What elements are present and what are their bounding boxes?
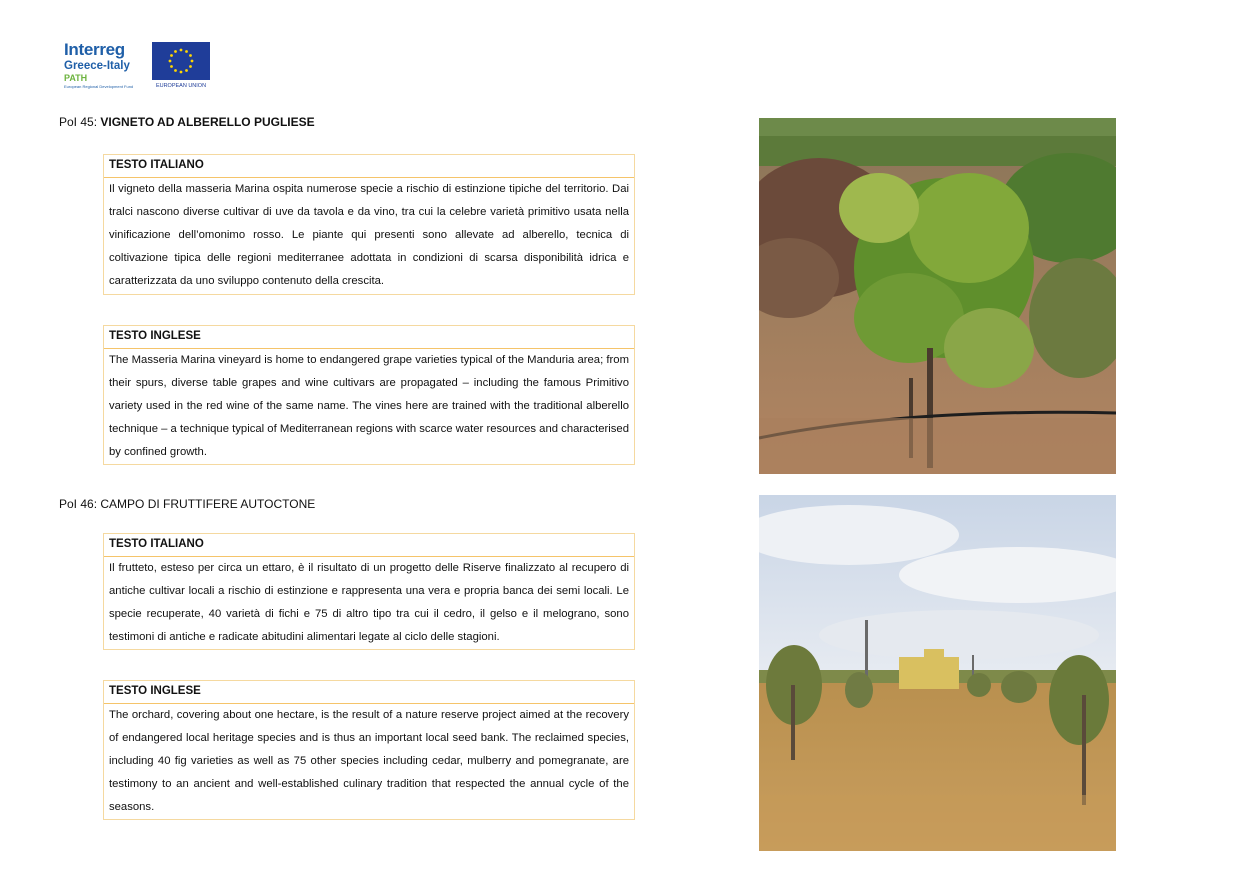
orchard-photo	[759, 495, 1116, 851]
logo-fund: European Regional Development Fund	[64, 84, 134, 89]
logo-eu-label: EUROPEAN UNION	[155, 83, 207, 89]
logo-project: PATH	[64, 73, 88, 83]
poi-45-italian-box	[103, 154, 635, 295]
poi-45-italian-text: Il vigneto della masseria Marina ospita numerose specie a rischio di estinzione tipiche del territorio. Dai tralci nascono diverse cultivar di uve da tavola e da vino, tra cui la celebre varietà primitivo usata nella vinificazione dell’omonimo rosso. Le piante qui presenti sono allevate ad alberello, tecnica di coltivazione tipica delle regioni mediterranee adottata in condizioni di scarsa disponibilità idrica e caratterizzata da uno sviluppo contenuto della crescita.	[109, 183, 629, 287]
poi-46-italian-text: Il frutteto, esteso per circa un ettaro, è il risultato di un progetto delle Riserve finalizzato al recupero di antiche cultivar locali a rischio di estinzione e rappresenta una vera e propria banca dei semi locali. Le specie recuperate, 40 varietà di fichi e 75 di altro tipo tra cui il cedro, il gelso e il melograno, sono testimoni di antiche e radicate abitudini alimentari legate al ciclo delle stagioni.	[109, 562, 629, 643]
poi-46-english-text: The orchard, covering about one hectare, is the result of a nature reserve project aimed at the recovery of endangered local heritage species and is thus an important local seed bank. The reclaimed species, including 40 fig varieties as well as 75 other species including cedar, mulberry and pomegranate, are testimony to an ancient and well-established culinary tradition that respected the annual cycle of the seasons.	[109, 709, 629, 813]
poi-46-english-box	[103, 680, 635, 820]
poi-45-english-header: TESTO INGLESE	[104, 326, 634, 349]
interreg-logo	[64, 40, 214, 94]
poi-45-name: VIGNETO AD ALBERELLO PUGLIESE	[100, 115, 315, 129]
logo-brand: Interreg	[64, 40, 125, 59]
poi-46-name: CAMPO DI FRUTTIFERE AUTOCTONE	[100, 497, 316, 511]
poi-46-title	[59, 496, 315, 512]
poi-45-title	[59, 114, 315, 130]
eu-flag-icon	[152, 42, 210, 80]
poi-46-italian-header: TESTO ITALIANO	[104, 534, 634, 557]
poi-46-prefix: PoI 46:	[59, 497, 101, 511]
poi-45-italian-header: TESTO ITALIANO	[104, 155, 634, 178]
poi-45-english-box	[103, 325, 635, 465]
poi-45-english-text: The Masseria Marina vineyard is home to endangered grape varieties typical of the Manduria area; from their spurs, diverse table grapes and wine cultivars are propagated – including the famous Primitivo variety used in the red wine of the same name. The vines here are trained with the traditional alberello technique – a technique typical of Mediterranean regions with scarce water resources and characterised by confined growth.	[109, 354, 629, 458]
poi-45-prefix: PoI 45:	[59, 115, 101, 129]
poi-46-italian-box	[103, 533, 635, 650]
vineyard-photo	[759, 118, 1116, 474]
poi-46-english-header: TESTO INGLESE	[104, 681, 634, 704]
logo-program: Greece-Italy	[64, 60, 130, 72]
